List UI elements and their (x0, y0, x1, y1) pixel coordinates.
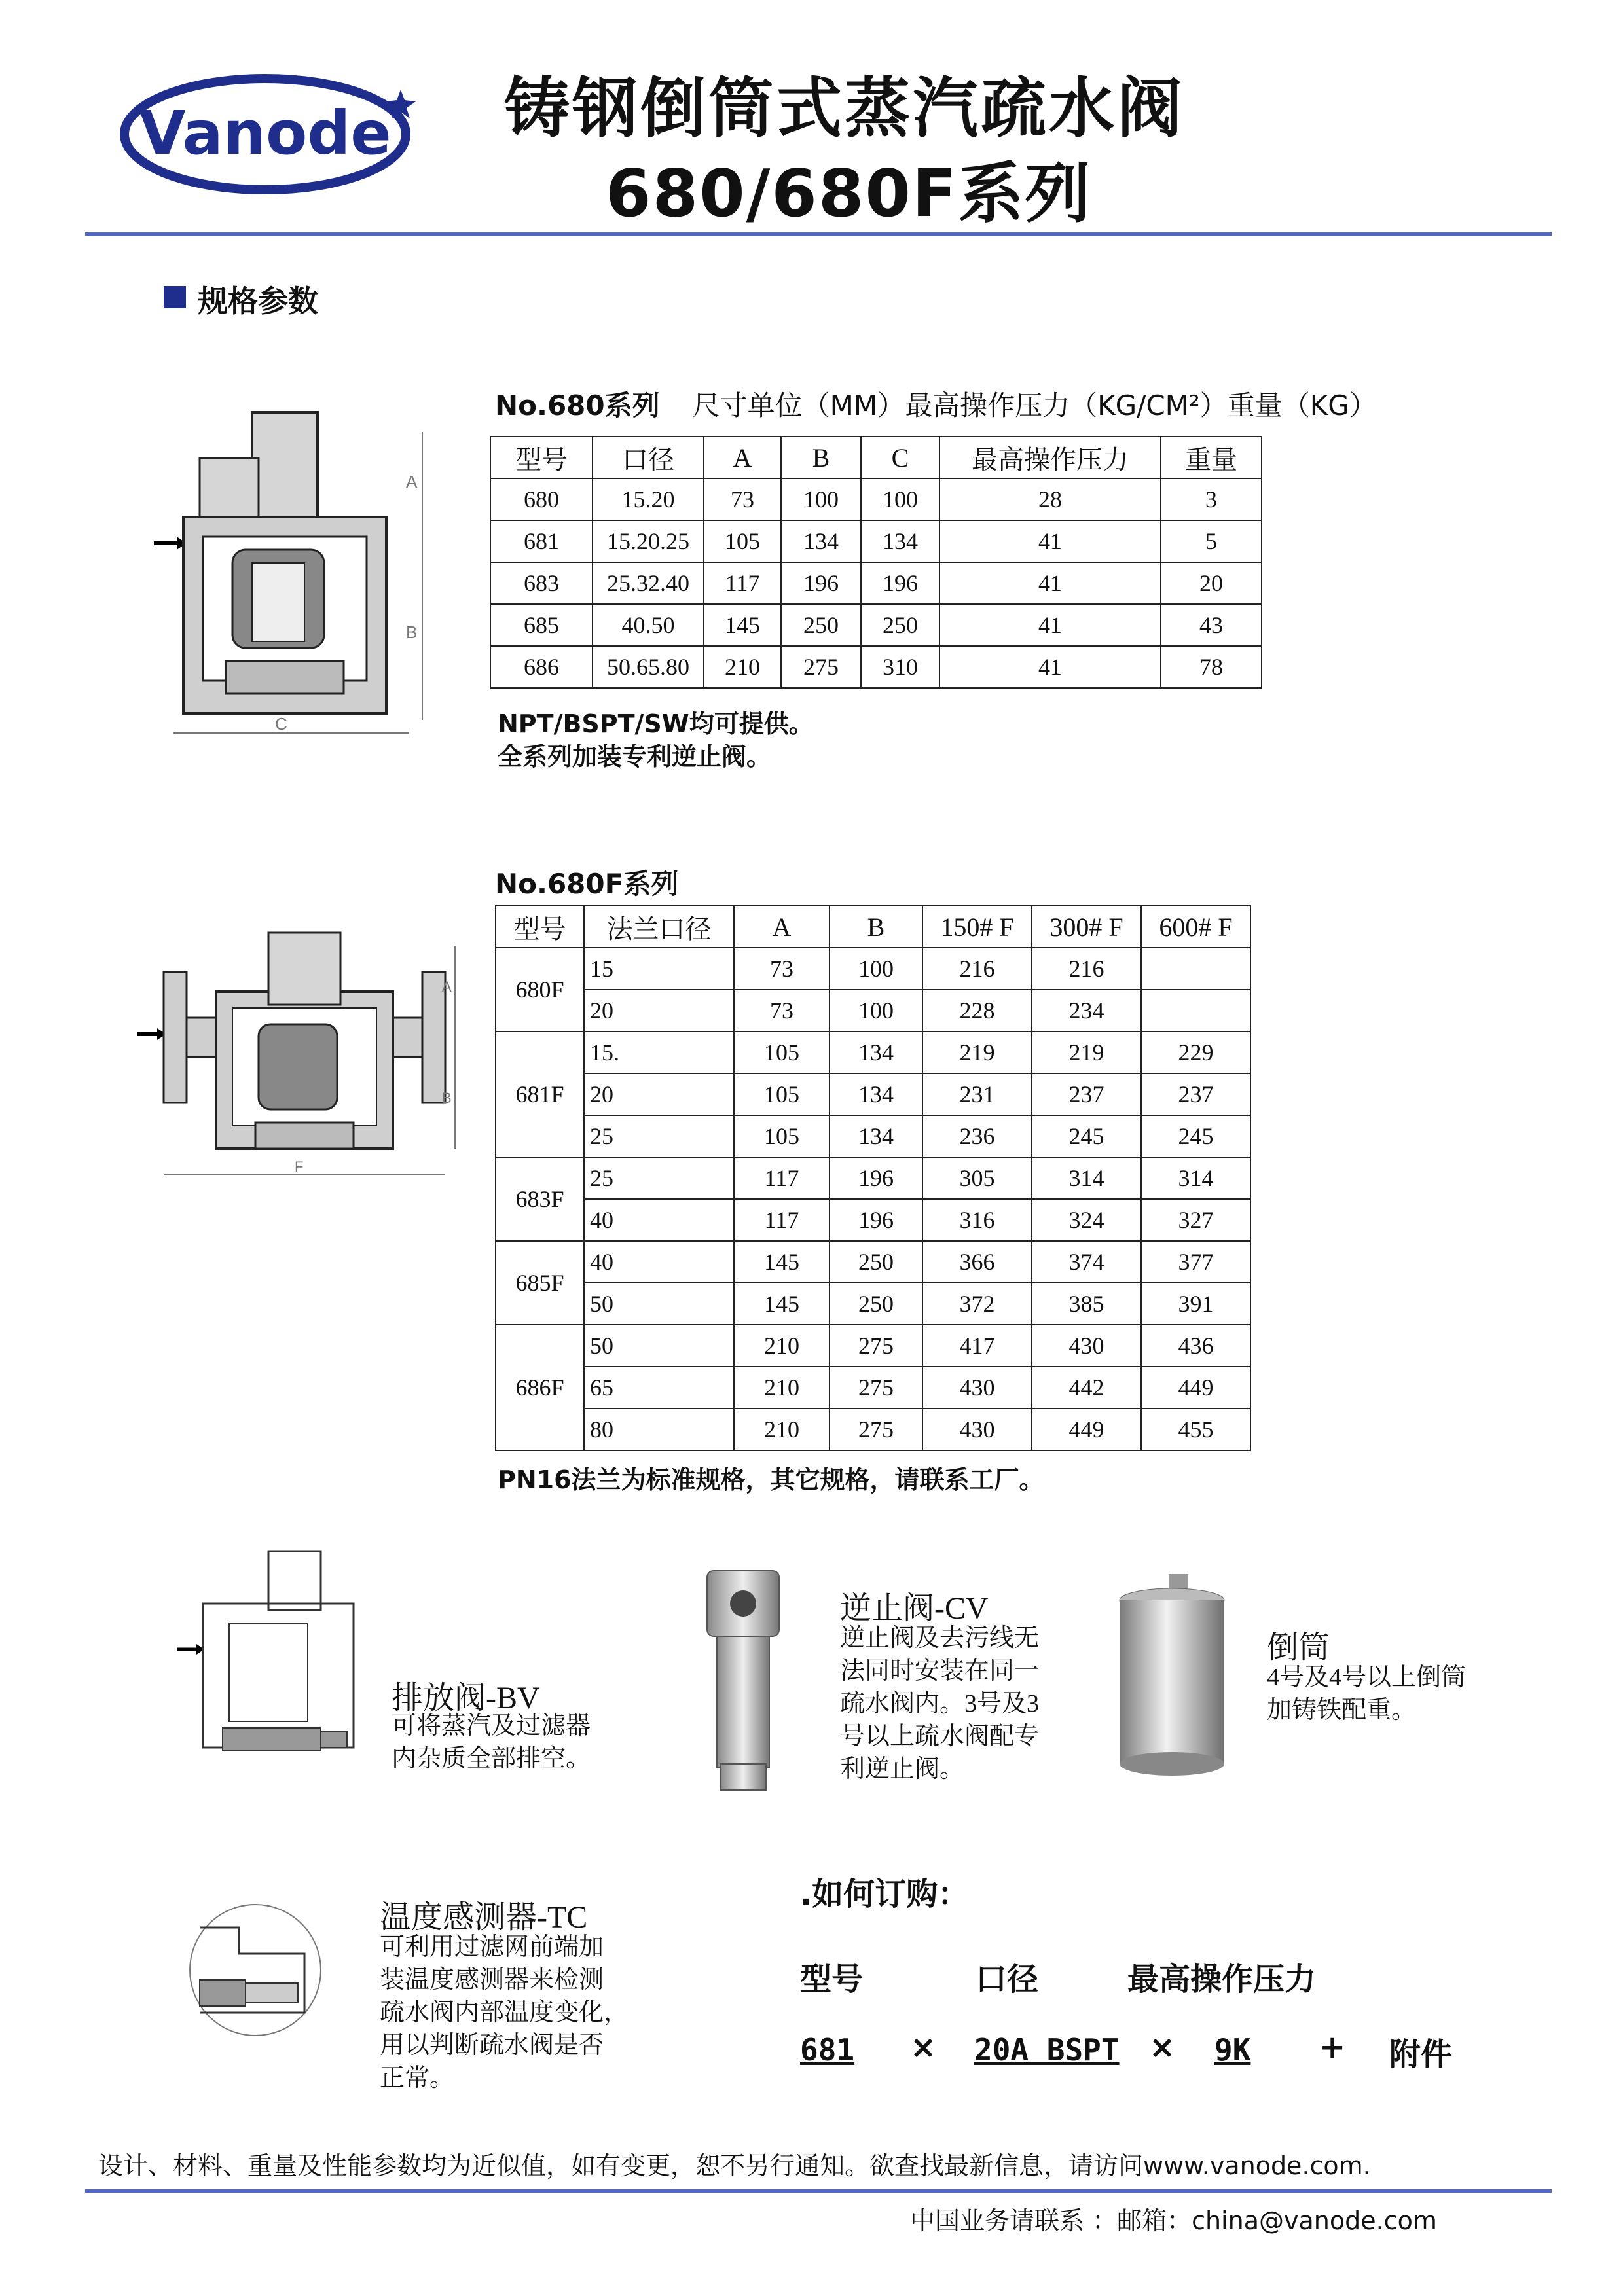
cell: 65 (584, 1367, 734, 1408)
cell: 145 (734, 1283, 830, 1325)
cell: 219 (922, 1031, 1032, 1073)
bucket-desc-line: 4号及4号以上倒筒 (1267, 1664, 1467, 1691)
col-header: 300# F (1032, 906, 1141, 948)
col-header: 最高操作压力 (939, 437, 1161, 478)
col-header: 150# F (922, 906, 1032, 948)
cell (1141, 948, 1250, 990)
cell: 430 (1032, 1325, 1141, 1367)
col-header: A (734, 906, 830, 948)
cell: 681 (490, 520, 593, 562)
dim-a-label: A (442, 978, 452, 995)
table-row (496, 1283, 1250, 1325)
tc-desc (380, 1931, 629, 2094)
col-header: 法兰口径 (584, 906, 734, 948)
bucket-desc-line: 加铸铁配重。 (1267, 1696, 1417, 1724)
cell: 449 (1141, 1367, 1250, 1408)
cell: 250 (861, 604, 939, 646)
cell: 41 (939, 604, 1161, 646)
cell: 105 (734, 1073, 830, 1115)
order-label-pressure: 最高操作压力 (1127, 1961, 1317, 1998)
bv-title: 排放阀-BV (392, 1681, 540, 1715)
table-row (496, 1408, 1250, 1450)
bv-desc (392, 1710, 591, 1775)
cell: 430 (922, 1367, 1032, 1408)
series-680f-heading: No.680F系列 (495, 868, 679, 900)
bucket-photo (1110, 1574, 1234, 1784)
order-size-value: 20A BSPT (974, 2032, 1120, 2068)
cell: 105 (704, 520, 781, 562)
cell: 245 (1141, 1115, 1250, 1157)
cell: 310 (861, 646, 939, 688)
tc-desc-line: 用以判断疏水阀是否 (380, 2032, 604, 2059)
times-icon: × (910, 2029, 937, 2066)
cell: 680 (490, 478, 593, 520)
trap-680-diagram (147, 406, 448, 740)
dim-c-label: C (275, 714, 287, 734)
cell: 3 (1161, 478, 1262, 520)
cell: 117 (734, 1157, 830, 1199)
cell: 275 (830, 1367, 922, 1408)
logo-text: Vanode (139, 98, 392, 168)
cell: 231 (922, 1073, 1032, 1115)
cell: 100 (830, 948, 922, 990)
series-680-title: No.680系列 (495, 389, 660, 422)
cv-photo (701, 1564, 786, 1793)
cell: 685 (490, 604, 593, 646)
cell: 196 (781, 562, 861, 604)
cell: 449 (1032, 1408, 1141, 1450)
order-label-model: 型号 (800, 1961, 864, 1998)
model-cell: 683F (496, 1157, 584, 1241)
cell: 314 (1141, 1157, 1250, 1199)
cell: 15. (584, 1031, 734, 1073)
dim-b-label: B (442, 1090, 452, 1106)
cell: 28 (939, 478, 1161, 520)
cell: 245 (1032, 1115, 1141, 1157)
cell: 20 (584, 1073, 734, 1115)
table-row (496, 1325, 1250, 1367)
cell: 683 (490, 562, 593, 604)
table-row (496, 1241, 1250, 1283)
footer-disclaimer: 设计、材料、重量及性能参数均为近似值，如有变更，恕不另行通知。欲查找最新信息，请访问www.vanode.com. (98, 2151, 1371, 2180)
col-header: B (781, 437, 861, 478)
cell: 316 (922, 1199, 1032, 1241)
cell: 134 (830, 1115, 922, 1157)
col-header: A (704, 437, 781, 478)
cell: 430 (922, 1408, 1032, 1450)
dim-f-label: F (295, 1158, 304, 1175)
cell: 366 (922, 1241, 1032, 1283)
cell: 210 (734, 1408, 830, 1450)
col-header: B (830, 906, 922, 948)
col-header: 口径 (593, 437, 704, 478)
model-cell: 686F (496, 1325, 584, 1450)
cell (1141, 990, 1250, 1031)
series-680-table (490, 436, 1262, 689)
cell: 25.32.40 (593, 562, 704, 604)
bv-desc-line: 可将蒸汽及过滤器 (392, 1712, 591, 1740)
cell: 196 (830, 1199, 922, 1241)
dim-a-label: A (406, 472, 418, 492)
cell: 275 (830, 1408, 922, 1450)
tc-desc-line: 正常。 (380, 2064, 455, 2092)
series-680-note-1: NPT/BSPT/SW均可提供。 (498, 709, 814, 738)
cell: 25 (584, 1115, 734, 1157)
bv-diagram (177, 1545, 373, 1767)
page-title: 铸钢倒筒式蒸汽疏水阀 (504, 70, 1185, 147)
table-row (496, 948, 1250, 990)
cell: 327 (1141, 1199, 1250, 1241)
cell: 40 (584, 1199, 734, 1241)
cell: 100 (781, 478, 861, 520)
logo-graphic (118, 62, 419, 206)
cell: 40 (584, 1241, 734, 1283)
times-icon: × (1149, 2029, 1176, 2066)
col-header: 型号 (490, 437, 593, 478)
cell: 196 (830, 1157, 922, 1199)
cell: 372 (922, 1283, 1032, 1325)
trap-680f-diagram (131, 926, 471, 1188)
cell: 417 (922, 1325, 1032, 1367)
cell: 314 (1032, 1157, 1141, 1199)
cell: 275 (830, 1325, 922, 1367)
cell: 15.20 (593, 478, 704, 520)
table-row (496, 1199, 1250, 1241)
cell: 228 (922, 990, 1032, 1031)
table-row (496, 1157, 1250, 1199)
order-extra: 附件 (1389, 2036, 1453, 2073)
footer-contact: 中国业务请联系 ：邮箱：china@vanode.com (910, 2206, 1437, 2235)
cell: 105 (734, 1031, 830, 1073)
cell: 41 (939, 520, 1161, 562)
order-label-size: 口径 (976, 1961, 1039, 1998)
table-row (490, 478, 1262, 520)
cell: 210 (704, 646, 781, 688)
table-row (496, 1367, 1250, 1408)
cell: 134 (781, 520, 861, 562)
cv-desc-line: 逆止阀及去污线无 (840, 1624, 1040, 1652)
cell: 100 (830, 990, 922, 1031)
cell: 145 (734, 1241, 830, 1283)
cell: 50 (584, 1283, 734, 1325)
cell: 5 (1161, 520, 1262, 562)
cell: 50.65.80 (593, 646, 704, 688)
table-row (490, 646, 1262, 688)
series-680f-table (495, 905, 1251, 1451)
cell: 391 (1141, 1283, 1250, 1325)
cell: 80 (584, 1408, 734, 1450)
plus-icon: + (1319, 2029, 1346, 2066)
tc-title: 温度感测器-TC (380, 1900, 588, 1935)
cv-desc-line: 法同时安装在同一 (840, 1657, 1040, 1685)
cell: 15.20.25 (593, 520, 704, 562)
cell: 686 (490, 646, 593, 688)
logo (118, 62, 419, 206)
table-row (490, 520, 1262, 562)
cell: 250 (830, 1283, 922, 1325)
cell: 41 (939, 562, 1161, 604)
series-680-note-2: 全系列加装专利逆止阀。 (498, 742, 772, 771)
cell: 25 (584, 1157, 734, 1199)
series-680-units: 尺寸单位（MM）最高操作压力（KG/CM²）重量（KG） (692, 389, 1377, 422)
tc-desc-line: 可利用过滤网前端加 (380, 1933, 604, 1961)
cell: 219 (1032, 1031, 1141, 1073)
cell: 73 (734, 948, 830, 990)
section-bullet-icon (164, 286, 186, 308)
cell: 105 (734, 1115, 830, 1157)
cv-desc-line: 号以上疏水阀配专 (840, 1723, 1040, 1750)
table-row (496, 1031, 1250, 1073)
table-row (496, 1073, 1250, 1115)
cell: 134 (830, 1031, 922, 1073)
cell: 250 (830, 1241, 922, 1283)
bucket-desc (1267, 1661, 1466, 1727)
tc-desc-line: 疏水阀内部温度变化， (380, 1999, 629, 2026)
col-header: 型号 (496, 906, 584, 948)
cell: 442 (1032, 1367, 1141, 1408)
header-divider (85, 232, 1552, 236)
bv-desc-line: 内杂质全部排空。 (392, 1745, 591, 1772)
table-row (490, 604, 1262, 646)
cell: 20 (584, 990, 734, 1031)
cell: 216 (922, 948, 1032, 990)
cell: 100 (861, 478, 939, 520)
cell: 43 (1161, 604, 1262, 646)
bucket-title: 倒筒 (1267, 1630, 1330, 1665)
cell: 40.50 (593, 604, 704, 646)
cell: 377 (1141, 1241, 1250, 1283)
cell: 134 (861, 520, 939, 562)
cell: 237 (1032, 1073, 1141, 1115)
model-cell: 680F (496, 948, 584, 1031)
tc-desc-line: 装温度感测器来检测 (380, 1966, 604, 1994)
cell: 117 (704, 562, 781, 604)
cell: 15 (584, 948, 734, 990)
cell: 210 (734, 1367, 830, 1408)
section-title: 规格参数 (198, 283, 318, 319)
table-row (490, 562, 1262, 604)
cell: 250 (781, 604, 861, 646)
cell: 236 (922, 1115, 1032, 1157)
dim-b-label: B (406, 622, 418, 642)
order-pressure-value: 9K (1214, 2032, 1251, 2068)
series-680f-note: PN16法兰为标准规格，其它规格，请联系工厂。 (498, 1465, 1044, 1494)
cv-title: 逆止阀-CV (840, 1591, 989, 1626)
table-row (496, 1115, 1250, 1157)
cell: 234 (1032, 990, 1141, 1031)
cell: 117 (734, 1199, 830, 1241)
cv-desc-line: 利逆止阀。 (840, 1755, 965, 1783)
table-header-row (490, 437, 1262, 478)
cell: 455 (1141, 1408, 1250, 1450)
table-row (496, 990, 1250, 1031)
col-header: 重量 (1161, 437, 1262, 478)
cell: 385 (1032, 1283, 1141, 1325)
cell: 436 (1141, 1325, 1250, 1367)
cell: 196 (861, 562, 939, 604)
cell: 324 (1032, 1199, 1141, 1241)
col-header: 600# F (1141, 906, 1250, 948)
cell: 216 (1032, 948, 1141, 990)
cell: 50 (584, 1325, 734, 1367)
ordering-heading: .如何订购： (800, 1876, 970, 1912)
cv-desc (840, 1622, 1039, 1785)
col-header: C (861, 437, 939, 478)
cv-desc-line: 疏水阀内。3号及3 (840, 1690, 1040, 1717)
cell: 237 (1141, 1073, 1250, 1115)
order-model-value: 681 (800, 2032, 855, 2068)
page-subtitle: 680/680F系列 (606, 155, 1092, 232)
cell: 305 (922, 1157, 1032, 1199)
cell: 134 (830, 1073, 922, 1115)
cell: 78 (1161, 646, 1262, 688)
cell: 229 (1141, 1031, 1250, 1073)
cell: 145 (704, 604, 781, 646)
table-header-row (496, 906, 1250, 948)
cell: 73 (734, 990, 830, 1031)
footer-divider (85, 2189, 1552, 2193)
cell: 275 (781, 646, 861, 688)
model-cell: 681F (496, 1031, 584, 1157)
cell: 73 (704, 478, 781, 520)
tc-diagram (173, 1901, 337, 2039)
cell: 210 (734, 1325, 830, 1367)
cell: 41 (939, 646, 1161, 688)
cell: 20 (1161, 562, 1262, 604)
cell: 374 (1032, 1241, 1141, 1283)
series-680-heading (495, 384, 1377, 423)
model-cell: 685F (496, 1241, 584, 1325)
